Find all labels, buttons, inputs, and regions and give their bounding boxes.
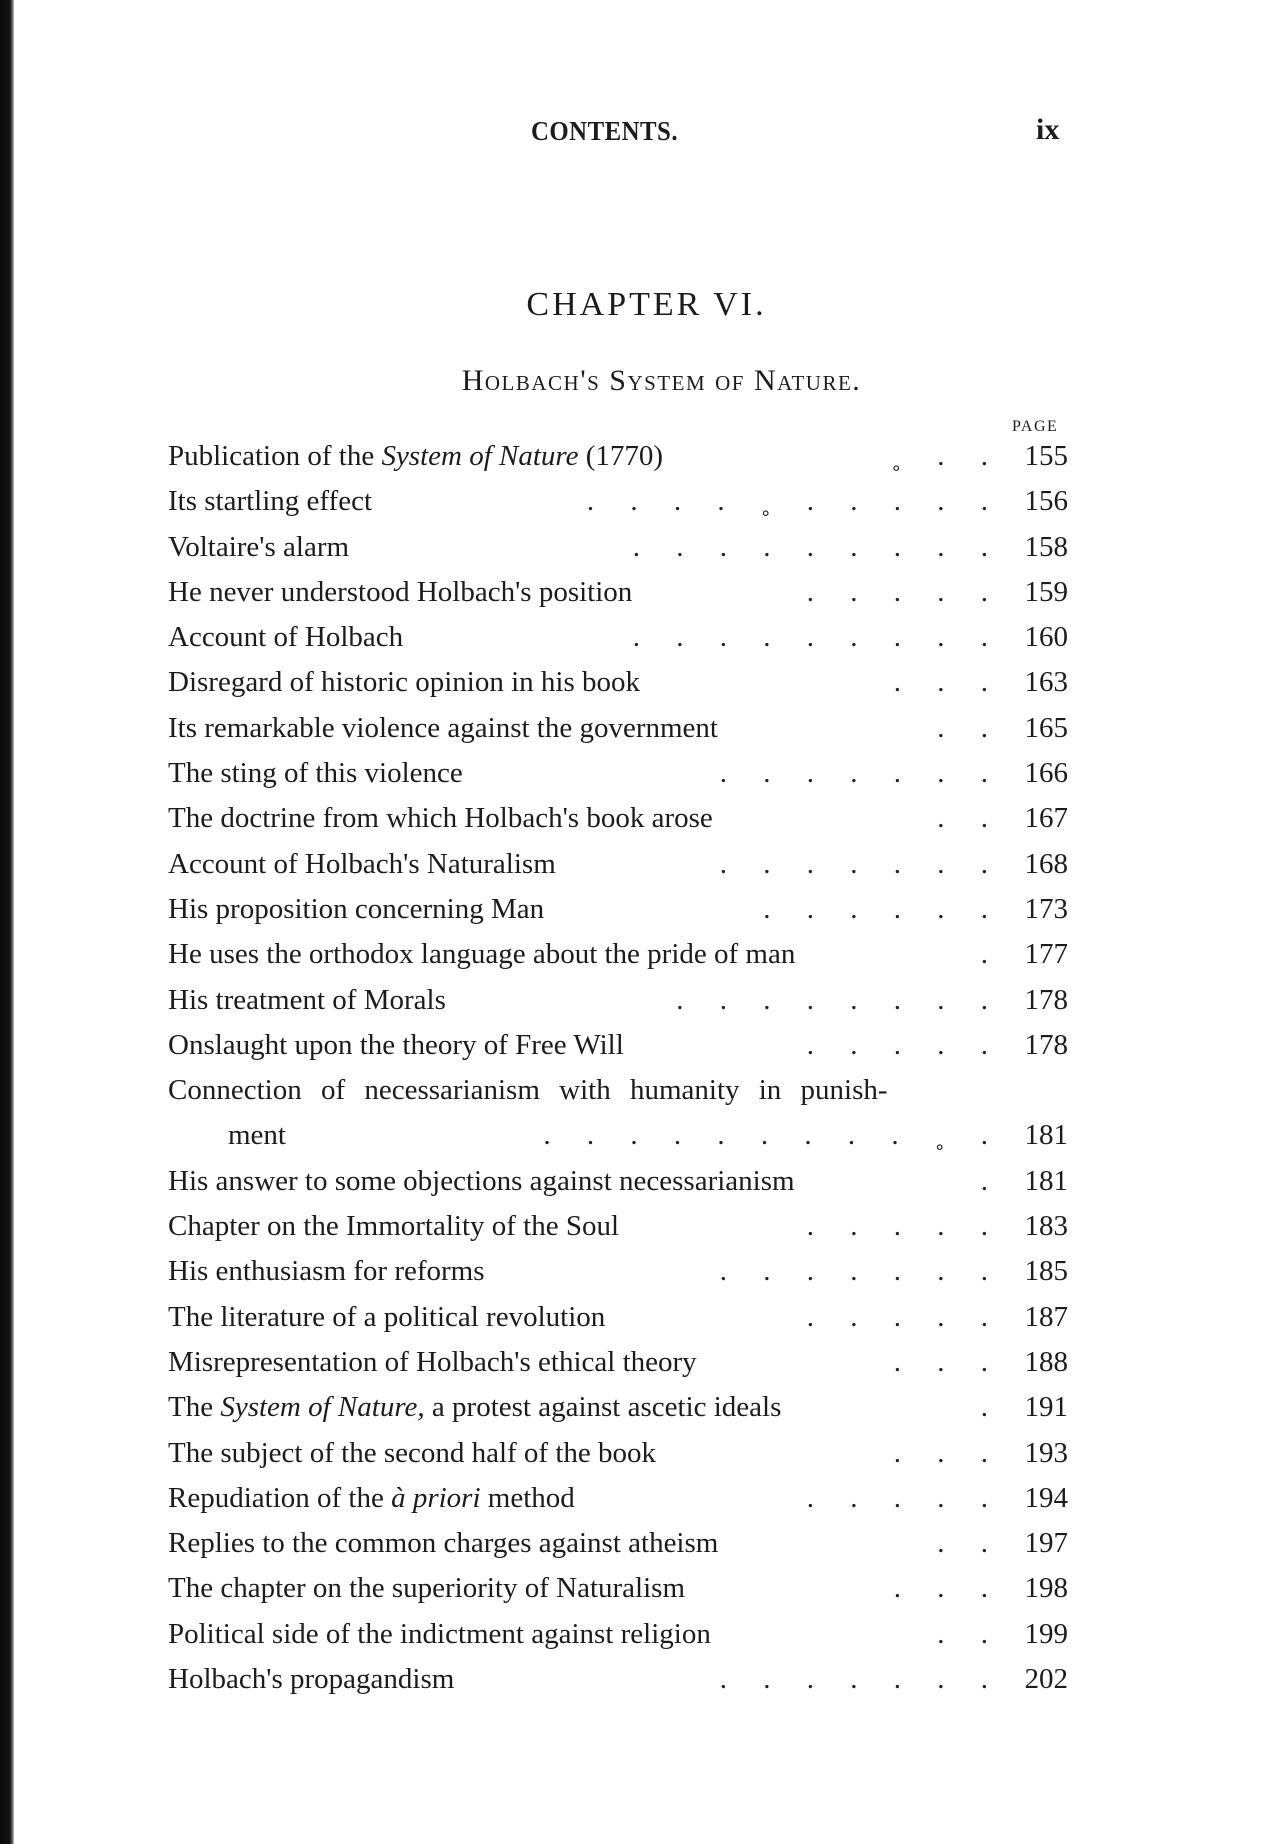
entry-text: Onslaught upon the theory of Free Will [168, 1028, 624, 1061]
italic-title-text: à priori [391, 1481, 481, 1514]
dot-leader: . . [937, 1527, 988, 1560]
toc-entry-title [168, 525, 349, 570]
italic-title-text: System of Nature, [220, 1391, 425, 1424]
italic-title-text: System of Nature [381, 440, 579, 472]
dot-leader: . . . . ˳ . . . . . [586, 485, 988, 518]
toc-entry [168, 1204, 1068, 1249]
entry-text: The doctrine from which Holbach's book arose [168, 802, 713, 835]
entry-text: Disregard of historic opinion in his book [168, 666, 641, 699]
toc-entry-title [168, 842, 556, 887]
toc-page-number: 199 [1024, 1617, 1068, 1650]
dot-leader: . . . . . . . [719, 757, 988, 790]
entry-text: The sting of this violence [168, 757, 463, 790]
running-head: CONTENTS. [531, 116, 679, 146]
toc-entry [168, 706, 1068, 751]
dot-leader: . . . . . . . . . ˳ . [543, 1119, 988, 1152]
toc-entry-title [168, 660, 640, 705]
toc-entry-title [168, 1431, 656, 1476]
entry-text: His proposition concerning Man [168, 892, 545, 925]
dot-leader: . . [937, 711, 988, 744]
toc-page-number: 173 [1024, 892, 1068, 925]
page-column-label: PAGE [1012, 418, 1059, 435]
toc-page-number: 181 [1024, 1119, 1068, 1152]
toc-entry [168, 1476, 1068, 1521]
toc-entry [168, 1249, 1068, 1294]
entry-text: The literature of a political revolution [168, 1300, 606, 1333]
toc-entry [168, 1340, 1068, 1385]
toc-entry-title [168, 751, 463, 796]
toc-entry [168, 1612, 1068, 1657]
entry-text: He uses the orthodox language about the pride of man [168, 938, 796, 971]
entry-text: Its startling effect [168, 485, 373, 518]
dot-leader: . . . . . . . [719, 1663, 988, 1696]
toc-page-number: 181 [1024, 1164, 1068, 1197]
chapter-subtitle: Holbach's System of Nature. [461, 364, 862, 397]
toc-page-number: 191 [1024, 1391, 1068, 1424]
entry-text: The [168, 1391, 221, 1424]
toc-page-number: 165 [1024, 711, 1068, 744]
dot-leader: . . . . . [806, 1481, 988, 1514]
entry-text: His enthusiasm for reforms [168, 1255, 485, 1288]
toc-entry-title [168, 1204, 619, 1249]
toc-entry [168, 978, 1068, 1023]
toc-entry-title [168, 1340, 697, 1385]
toc-entry-title [168, 1249, 485, 1294]
toc-entry-title [168, 1612, 711, 1657]
toc-entry-title [168, 1023, 624, 1068]
dot-leader: . . . . . . . . . [632, 621, 988, 654]
toc-entry-title [168, 570, 632, 615]
dot-leader: . . . [893, 1345, 988, 1378]
entry-text: Political side of the indictment against religion [168, 1617, 711, 1650]
toc-entry [168, 1657, 1068, 1702]
toc-page-number: 188 [1024, 1345, 1068, 1378]
dot-leader: . [980, 1391, 988, 1424]
dot-leader: . . . . . [806, 575, 988, 608]
dot-leader: . . . . . . . [719, 1255, 988, 1288]
toc-entry [168, 887, 1068, 932]
toc-page-number: 167 [1024, 802, 1068, 835]
entry-text: Connection of necessarianism with humanity in punish- [168, 1074, 888, 1107]
toc-page-number: 166 [1024, 757, 1068, 790]
entry-text: His answer to some objections against necessarianism [168, 1164, 795, 1197]
entry-text: He never understood Holbach's position [168, 575, 633, 608]
toc-entry-title [228, 1113, 286, 1158]
toc-entry [168, 751, 1068, 796]
dot-leader: . . . . . . . [719, 847, 988, 880]
toc-entry [168, 796, 1068, 841]
toc-page-number: 168 [1024, 847, 1068, 880]
entry-text: (1770) [578, 440, 664, 472]
entry-text: His treatment of Morals [168, 983, 446, 1016]
toc-entry-title [168, 434, 663, 479]
entry-text: method [480, 1481, 575, 1514]
toc-entry-title [168, 1657, 454, 1702]
dot-leader: ˳ . . [891, 440, 988, 472]
toc-entry [168, 1159, 1068, 1204]
entry-text: The chapter on the superiority of Naturalism [168, 1572, 686, 1605]
toc-entry-title [168, 978, 446, 1023]
toc-entry-title [168, 706, 718, 751]
toc-page-number: 160 [1024, 621, 1068, 654]
dot-leader: . . . . . [806, 1028, 988, 1061]
toc-page-number: 163 [1024, 666, 1068, 699]
entry-text: Publication of the [168, 440, 382, 472]
toc-entry [168, 932, 1068, 977]
toc-page-number: 183 [1024, 1210, 1068, 1243]
toc-page-number: 187 [1024, 1300, 1068, 1333]
entry-text: Voltaire's alarm [168, 530, 350, 563]
toc-page-number: 177 [1024, 938, 1068, 971]
toc-entry [168, 1295, 1068, 1340]
toc-entry-title [168, 1521, 718, 1566]
entry-text: Account of Holbach [168, 621, 404, 654]
toc-entry-title [168, 796, 713, 841]
dot-leader: . . . . . [806, 1210, 988, 1243]
entry-text: Account of Holbach's Naturalism [168, 847, 556, 880]
toc-page-number: 158 [1024, 530, 1068, 563]
toc-entry-title [168, 615, 403, 660]
toc-entry [168, 660, 1068, 705]
dot-leader: . . . [893, 1436, 988, 1469]
toc-page-number: 156 [1024, 485, 1068, 518]
dot-leader: . . . . . [806, 1300, 988, 1333]
entry-text: a protest against ascetic ideals [424, 1391, 782, 1424]
toc-entry-title [168, 1068, 888, 1113]
entry-text: Its remarkable violence against the government [168, 711, 718, 744]
dot-leader: . [980, 1164, 988, 1197]
toc-page-number: 193 [1024, 1436, 1068, 1469]
toc-entry [168, 842, 1068, 887]
toc-entry-title [168, 479, 372, 524]
entry-text: Misrepresentation of Holbach's ethical theory [168, 1345, 697, 1378]
dot-leader: . . . . . . . . . [632, 530, 988, 563]
toc-entry [168, 525, 1068, 570]
page-number: ix [1036, 113, 1060, 146]
entry-text: The subject of the second half of the book [168, 1436, 657, 1469]
toc-entry [168, 479, 1068, 524]
toc-page-number: 159 [1024, 575, 1068, 608]
toc-entry [168, 615, 1068, 660]
toc-entry-title [168, 1385, 781, 1430]
toc-page-number: 198 [1024, 1572, 1068, 1605]
toc-page-number: 185 [1024, 1255, 1068, 1288]
toc-page-number: 202 [1024, 1663, 1068, 1696]
toc-page-number: 155 [1024, 440, 1068, 472]
toc-entry [168, 434, 1068, 479]
dot-leader: . [980, 938, 988, 971]
entry-text: Chapter on the Immortality of the Soul [168, 1210, 620, 1243]
dot-leader: . . [937, 802, 988, 835]
toc-entry [168, 1068, 1068, 1113]
table-of-contents [168, 434, 1068, 1702]
toc-entry [168, 1023, 1068, 1068]
toc-entry [168, 1431, 1068, 1476]
toc-page-number: 197 [1024, 1527, 1068, 1560]
toc-page-number: 178 [1024, 1028, 1068, 1061]
toc-entry-title [168, 887, 544, 932]
toc-page-number: 194 [1024, 1481, 1068, 1514]
toc-entry [168, 570, 1068, 615]
toc-entry-title [168, 1476, 575, 1521]
toc-entry [168, 1566, 1068, 1611]
toc-entry [168, 1521, 1068, 1566]
book-spine-shadow [0, 0, 14, 1844]
entry-text: Replies to the common charges against atheism [168, 1527, 719, 1560]
dot-leader: . . . [893, 1572, 988, 1605]
dot-leader: . . . . . . . . [676, 983, 988, 1016]
toc-entry-title [168, 932, 795, 977]
toc-entry-title [168, 1295, 605, 1340]
toc-entry-title [168, 1566, 685, 1611]
toc-entry-title [168, 1159, 795, 1204]
dot-leader: . . . . . . [763, 892, 988, 925]
entry-text: Holbach's propagandism [168, 1663, 455, 1696]
toc-entry [168, 1385, 1068, 1430]
entry-text: ment [228, 1119, 286, 1152]
toc-page-number: 178 [1024, 983, 1068, 1016]
chapter-title: CHAPTER VI. [526, 286, 767, 323]
toc-entry [168, 1113, 1068, 1158]
dot-leader: . . [937, 1617, 988, 1650]
entry-text: Repudiation of the [168, 1481, 392, 1514]
dot-leader: . . . [893, 666, 988, 699]
